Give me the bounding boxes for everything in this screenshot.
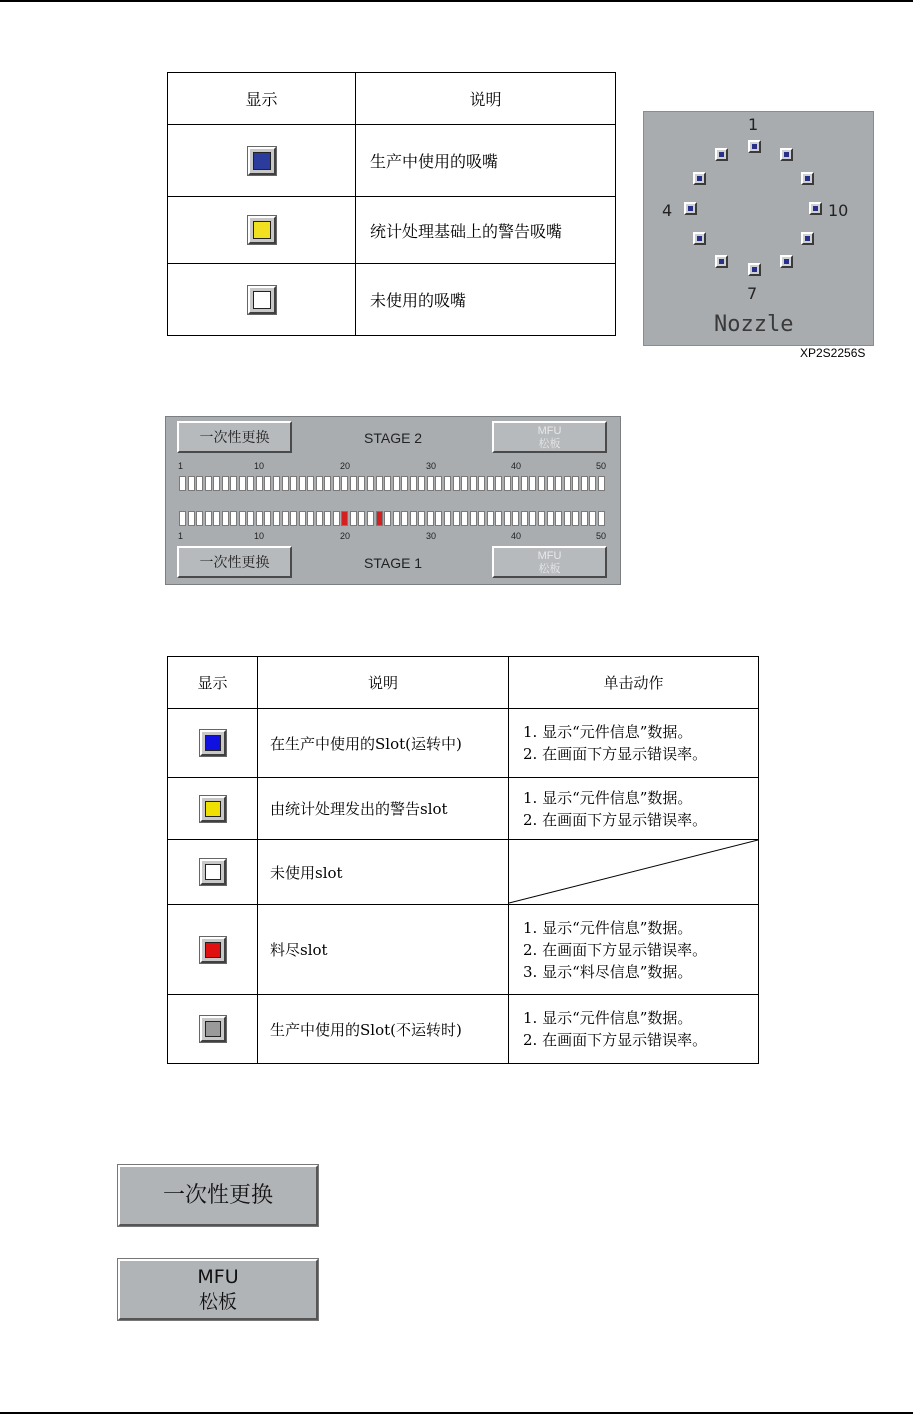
action-item: 1. 显示“元件信息”数据。 <box>523 918 693 937</box>
release-label: 松板 <box>538 563 561 575</box>
slot-cell[interactable] <box>367 511 374 526</box>
slot-cell[interactable] <box>589 476 596 491</box>
nozzle-slot[interactable] <box>693 232 706 245</box>
slot-idle-icon <box>200 1016 226 1042</box>
replace-all-button[interactable]: 一次性更换 <box>118 1165 318 1226</box>
slot-cell[interactable] <box>282 476 289 491</box>
nozzle-in-use-icon <box>248 147 276 175</box>
slot-idle-actions <box>509 995 759 1064</box>
nozzle-unused-icon <box>248 286 276 314</box>
mfu-button-stage1[interactable] <box>492 546 607 578</box>
slot-cell[interactable] <box>521 476 528 491</box>
slot-cell[interactable] <box>487 511 494 526</box>
slot-cell[interactable] <box>230 476 237 491</box>
slot-cell[interactable] <box>239 476 246 491</box>
nozzle-title: Nozzle <box>714 312 794 337</box>
slot-cell[interactable] <box>316 476 323 491</box>
action-item: 3. 显示“料尽信息”数据。 <box>523 962 693 981</box>
slot-cell[interactable] <box>188 476 195 491</box>
slot-cell[interactable] <box>230 511 237 526</box>
tick: 50 <box>596 461 607 471</box>
slot-cell[interactable] <box>555 476 562 491</box>
nozzle-slot[interactable] <box>780 255 793 268</box>
slot-cell[interactable] <box>341 476 348 491</box>
slot-cell[interactable] <box>316 511 323 526</box>
nozzle-slot[interactable] <box>715 148 728 161</box>
slot-cell[interactable] <box>205 511 212 526</box>
slot-cell[interactable] <box>358 476 365 491</box>
slot-cell[interactable] <box>547 476 554 491</box>
tick: 50 <box>596 531 607 541</box>
slot-cell[interactable] <box>538 476 545 491</box>
slot-cell[interactable] <box>264 476 271 491</box>
slot-unused-text: 未使用slot <box>258 840 509 905</box>
slot-empty-text: 料尽slot <box>258 905 509 995</box>
slot-cell[interactable] <box>512 511 519 526</box>
slot-cell[interactable] <box>290 476 297 491</box>
slot-in-use-icon <box>200 730 226 756</box>
slot-empty-actions <box>509 905 759 995</box>
replace-all-button-stage1[interactable]: 一次性更换 <box>177 546 292 578</box>
slot-legend-table <box>167 656 759 1064</box>
header-click-action: 单击动作 <box>509 657 759 709</box>
slot-cell[interactable] <box>273 511 280 526</box>
release-label: 松板 <box>538 438 561 450</box>
slot-cell[interactable] <box>282 511 289 526</box>
slot-cell[interactable] <box>222 476 229 491</box>
action-item: 1. 显示“元件信息”数据。 <box>523 1009 693 1027</box>
slot-cell[interactable] <box>581 511 588 526</box>
stage2-slot-row <box>179 476 607 492</box>
slot-cell[interactable] <box>478 511 485 526</box>
slot-cell[interactable] <box>393 476 400 491</box>
header-display: 显示 <box>168 657 258 709</box>
slot-cell[interactable] <box>572 476 579 491</box>
stage2-label: STAGE 2 <box>364 430 423 446</box>
tick: 1 <box>178 531 184 541</box>
slot-cell[interactable] <box>461 511 468 526</box>
slot-idle-text: 生产中使用的Slot(不运转时) <box>258 995 509 1064</box>
slot-cell[interactable] <box>307 511 314 526</box>
nozzle-slot[interactable] <box>684 202 697 215</box>
slot-cell[interactable] <box>461 476 468 491</box>
nozzle-label-10: 10 <box>828 201 849 220</box>
slot-cell[interactable] <box>453 476 460 491</box>
action-item: 1. 显示“元件信息”数据。 <box>523 723 693 741</box>
slot-cell[interactable] <box>564 511 571 526</box>
slot-cell[interactable] <box>358 511 365 526</box>
slot-cell[interactable] <box>247 511 254 526</box>
action-item: 2. 在画面下方显示错误率。 <box>523 810 708 829</box>
nozzle-unused-text: 未使用的吸嘴 <box>356 264 616 336</box>
nozzle-slot[interactable] <box>693 172 706 185</box>
mfu-release-button[interactable] <box>118 1259 318 1320</box>
slot-cell[interactable] <box>435 476 442 491</box>
slot-cell[interactable] <box>376 476 383 491</box>
mfu-label: MFU <box>537 425 562 437</box>
header-display: 显示 <box>168 73 356 125</box>
tick: 1 <box>178 461 184 471</box>
slot-cell[interactable] <box>341 511 348 526</box>
nozzle-in-use-text: 生产中使用的吸嘴 <box>356 125 616 197</box>
slot-cell[interactable] <box>453 511 460 526</box>
slot-cell[interactable] <box>487 476 494 491</box>
slot-in-use-text: 在生产中使用的Slot(运转中) <box>258 709 509 778</box>
slot-cell[interactable] <box>333 511 340 526</box>
tick: 20 <box>340 461 351 471</box>
mfu-button-stage2[interactable] <box>492 421 607 453</box>
slot-cell[interactable] <box>401 476 408 491</box>
slot-cell[interactable] <box>495 476 502 491</box>
nozzle-slot[interactable] <box>801 232 814 245</box>
top-rule <box>0 0 913 2</box>
slot-cell[interactable] <box>564 476 571 491</box>
slot-cell[interactable] <box>529 511 536 526</box>
slot-cell[interactable] <box>299 476 306 491</box>
slot-cell[interactable] <box>512 476 519 491</box>
slot-cell[interactable] <box>205 476 212 491</box>
figure-code: XP2S2256S <box>800 346 866 360</box>
slot-warning-text: 由统计处理发出的警告slot <box>258 778 509 840</box>
slot-cell[interactable] <box>196 511 203 526</box>
mfu-label: MFU <box>537 550 562 562</box>
slot-cell[interactable] <box>547 511 554 526</box>
release-label: 松板 <box>198 1291 237 1313</box>
slot-cell[interactable] <box>427 511 434 526</box>
slot-cell[interactable] <box>384 476 391 491</box>
slot-cell[interactable] <box>521 511 528 526</box>
slot-cell[interactable] <box>598 476 605 491</box>
slot-cell[interactable] <box>350 476 357 491</box>
nozzle-slot[interactable] <box>748 140 761 153</box>
slot-cell[interactable] <box>188 511 195 526</box>
tick: 30 <box>426 461 437 471</box>
slot-warning-actions <box>509 778 759 840</box>
nozzle-slot[interactable] <box>748 263 761 276</box>
nozzle-slot[interactable] <box>780 148 793 161</box>
slot-cell[interactable] <box>367 476 374 491</box>
nozzle-slot[interactable] <box>809 202 822 215</box>
slot-cell[interactable] <box>470 476 477 491</box>
slot-cell[interactable] <box>495 511 502 526</box>
stage1-slot-row <box>179 511 607 527</box>
slot-cell[interactable] <box>273 476 280 491</box>
slot-cell[interactable] <box>376 511 383 526</box>
slot-unused-actions-empty <box>509 840 759 905</box>
action-item: 2. 在画面下方显示错误率。 <box>523 745 708 763</box>
nozzle-slot[interactable] <box>715 255 728 268</box>
diagonal-line <box>509 840 758 904</box>
nozzle-warning-icon <box>248 216 276 244</box>
tick: 30 <box>426 531 437 541</box>
slot-cell[interactable] <box>555 511 562 526</box>
stage-panel <box>165 416 621 585</box>
tick: 10 <box>254 531 265 541</box>
slot-cell[interactable] <box>572 511 579 526</box>
bottom-rule <box>0 1412 913 1414</box>
slot-cell[interactable] <box>307 476 314 491</box>
slot-cell[interactable] <box>589 511 596 526</box>
slot-cell[interactable] <box>598 511 605 526</box>
slot-cell[interactable] <box>350 511 357 526</box>
mfu-label: MFU <box>197 1266 239 1288</box>
slot-cell[interactable] <box>179 476 186 491</box>
slot-cell[interactable] <box>410 511 417 526</box>
nozzle-label-4: 4 <box>662 201 673 220</box>
slot-cell[interactable] <box>179 511 186 526</box>
slot-cell[interactable] <box>333 476 340 491</box>
slot-cell[interactable] <box>393 511 400 526</box>
nozzle-label-7: 7 <box>747 284 758 303</box>
slot-cell[interactable] <box>256 476 263 491</box>
slot-unused-icon <box>200 859 226 885</box>
slot-cell[interactable] <box>196 476 203 491</box>
slot-cell[interactable] <box>504 476 511 491</box>
slot-cell[interactable] <box>418 511 425 526</box>
action-item: 1. 显示“元件信息”数据。 <box>523 788 693 807</box>
header-description: 说明 <box>258 657 509 709</box>
slot-cell[interactable] <box>247 476 254 491</box>
nozzle-slot[interactable] <box>801 172 814 185</box>
slot-cell[interactable] <box>222 511 229 526</box>
slot-empty-icon <box>200 937 226 963</box>
slot-cell[interactable] <box>324 476 331 491</box>
nozzle-warning-text: 统计处理基础上的警告吸嘴 <box>356 197 616 264</box>
action-item: 2. 在画面下方显示错误率。 <box>523 940 708 959</box>
stage1-label: STAGE 1 <box>364 555 423 571</box>
tick: 10 <box>254 461 265 471</box>
slot-cell[interactable] <box>256 511 263 526</box>
slot-cell[interactable] <box>581 476 588 491</box>
slot-in-use-actions <box>509 709 759 778</box>
slot-cell[interactable] <box>290 511 297 526</box>
slot-cell[interactable] <box>213 476 220 491</box>
slot-cell[interactable] <box>264 511 271 526</box>
slot-cell[interactable] <box>538 511 545 526</box>
tick: 40 <box>511 531 522 541</box>
slot-cell[interactable] <box>401 511 408 526</box>
nozzle-panel <box>643 111 874 346</box>
slot-cell[interactable] <box>435 511 442 526</box>
slot-cell[interactable] <box>410 476 417 491</box>
slot-cell[interactable] <box>478 476 485 491</box>
slot-cell[interactable] <box>239 511 246 526</box>
slot-cell[interactable] <box>444 511 451 526</box>
replace-all-button-stage2[interactable]: 一次性更换 <box>177 421 292 453</box>
slot-cell[interactable] <box>504 511 511 526</box>
slot-cell[interactable] <box>384 511 391 526</box>
slot-cell[interactable] <box>213 511 220 526</box>
slot-cell[interactable] <box>470 511 477 526</box>
slot-cell[interactable] <box>418 476 425 491</box>
nozzle-legend-table <box>167 72 616 336</box>
tick: 20 <box>340 531 351 541</box>
slot-cell[interactable] <box>444 476 451 491</box>
action-item: 2. 在画面下方显示错误率。 <box>523 1031 708 1049</box>
slot-cell[interactable] <box>427 476 434 491</box>
slot-cell[interactable] <box>299 511 306 526</box>
header-description: 说明 <box>356 73 616 125</box>
tick: 40 <box>511 461 522 471</box>
slot-cell[interactable] <box>529 476 536 491</box>
nozzle-label-1: 1 <box>748 115 759 134</box>
slot-cell[interactable] <box>324 511 331 526</box>
slot-warning-icon <box>200 796 226 822</box>
